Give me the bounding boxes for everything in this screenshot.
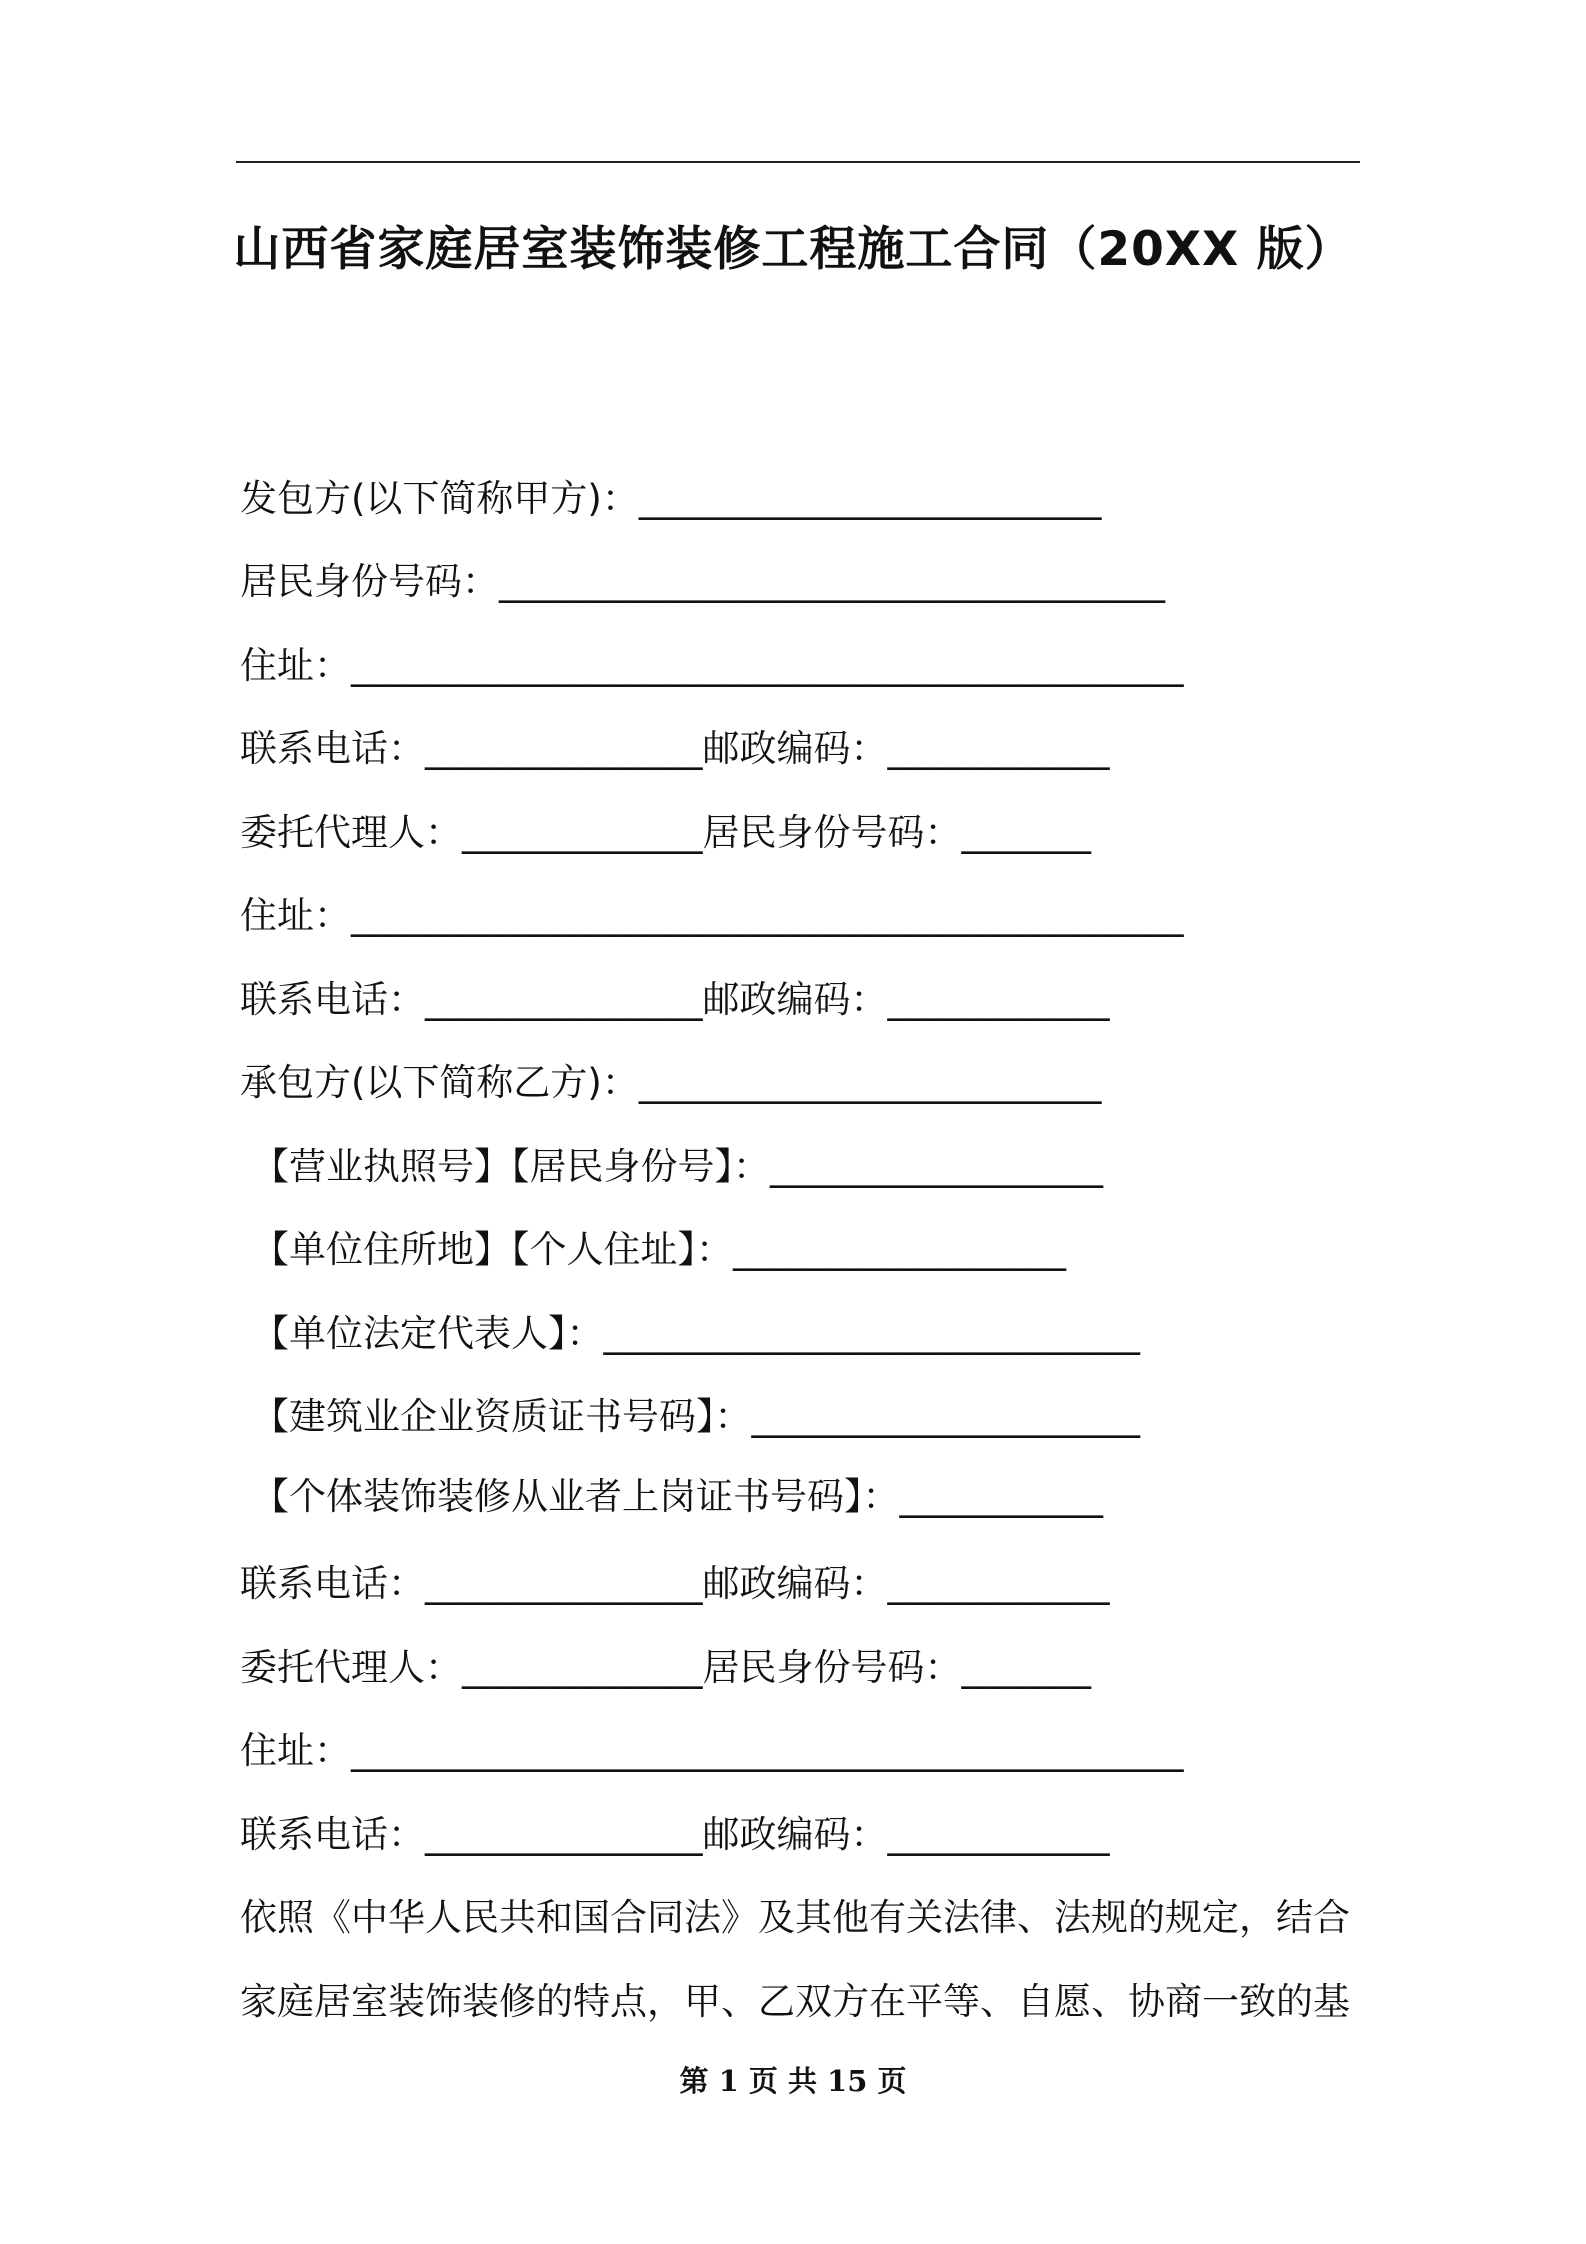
party-b-certificate-field: 【个体装饰装修从业者上岗证书号码】：___________ (252, 1475, 1103, 1518)
party-a-agent-field: 委托代理人：_____________居民身份号码：_______ (240, 811, 1091, 854)
party-a-agent-phone-field: 联系电话：_______________邮政编码：____________ (240, 978, 1110, 1021)
party-a-id-field: 居民身份号码：____________________________________ (240, 560, 1165, 603)
party-b-agent-field: 委托代理人：_____________居民身份号码：_______ (240, 1646, 1091, 1689)
party-a-name-field: 发包方(以下简称甲方)：_________________________ (240, 477, 1102, 520)
party-b-agent-address-field: 住址：_____________________________________________ (240, 1729, 1184, 1772)
document-title: 山西省家庭居室装饰装修工程施工合同（20XX 版） (233, 222, 1353, 277)
party-b-agent-phone-field: 联系电话：_______________邮政编码：____________ (240, 1813, 1110, 1856)
party-b-name-field: 承包方(以下简称乙方)：_________________________ (240, 1061, 1102, 1104)
header-rule (236, 161, 1360, 163)
party-b-address-field: 【单位住所地】【个人住址】：__________________ (252, 1228, 1066, 1271)
party-a-phone-postcode-field: 联系电话：_______________邮政编码：____________ (240, 727, 1110, 770)
party-b-legal-rep-field: 【单位法定代表人】：_____________________________ (252, 1312, 1140, 1355)
party-a-address-field: 住址：_____________________________________________ (240, 644, 1184, 687)
body-paragraph-line: 家庭居室装饰装修的特点，甲、乙双方在平等、自愿、协商一致的基 (240, 1980, 1350, 2023)
body-paragraph-line: 依照《中华人民共和国合同法》及其他有关法律、法规的规定，结合 (240, 1896, 1350, 1939)
party-b-qualification-field: 【建筑业企业资质证书号码】：_____________________ (252, 1395, 1140, 1438)
party-b-phone-postcode-field: 联系电话：_______________邮政编码：____________ (240, 1562, 1110, 1605)
party-b-license-field: 【营业执照号】【居民身份号】：__________________ (252, 1145, 1103, 1188)
page-footer: 第 1 页 共 15 页 (679, 2064, 907, 2098)
party-a-agent-address-field: 住址：_____________________________________________ (240, 894, 1184, 937)
